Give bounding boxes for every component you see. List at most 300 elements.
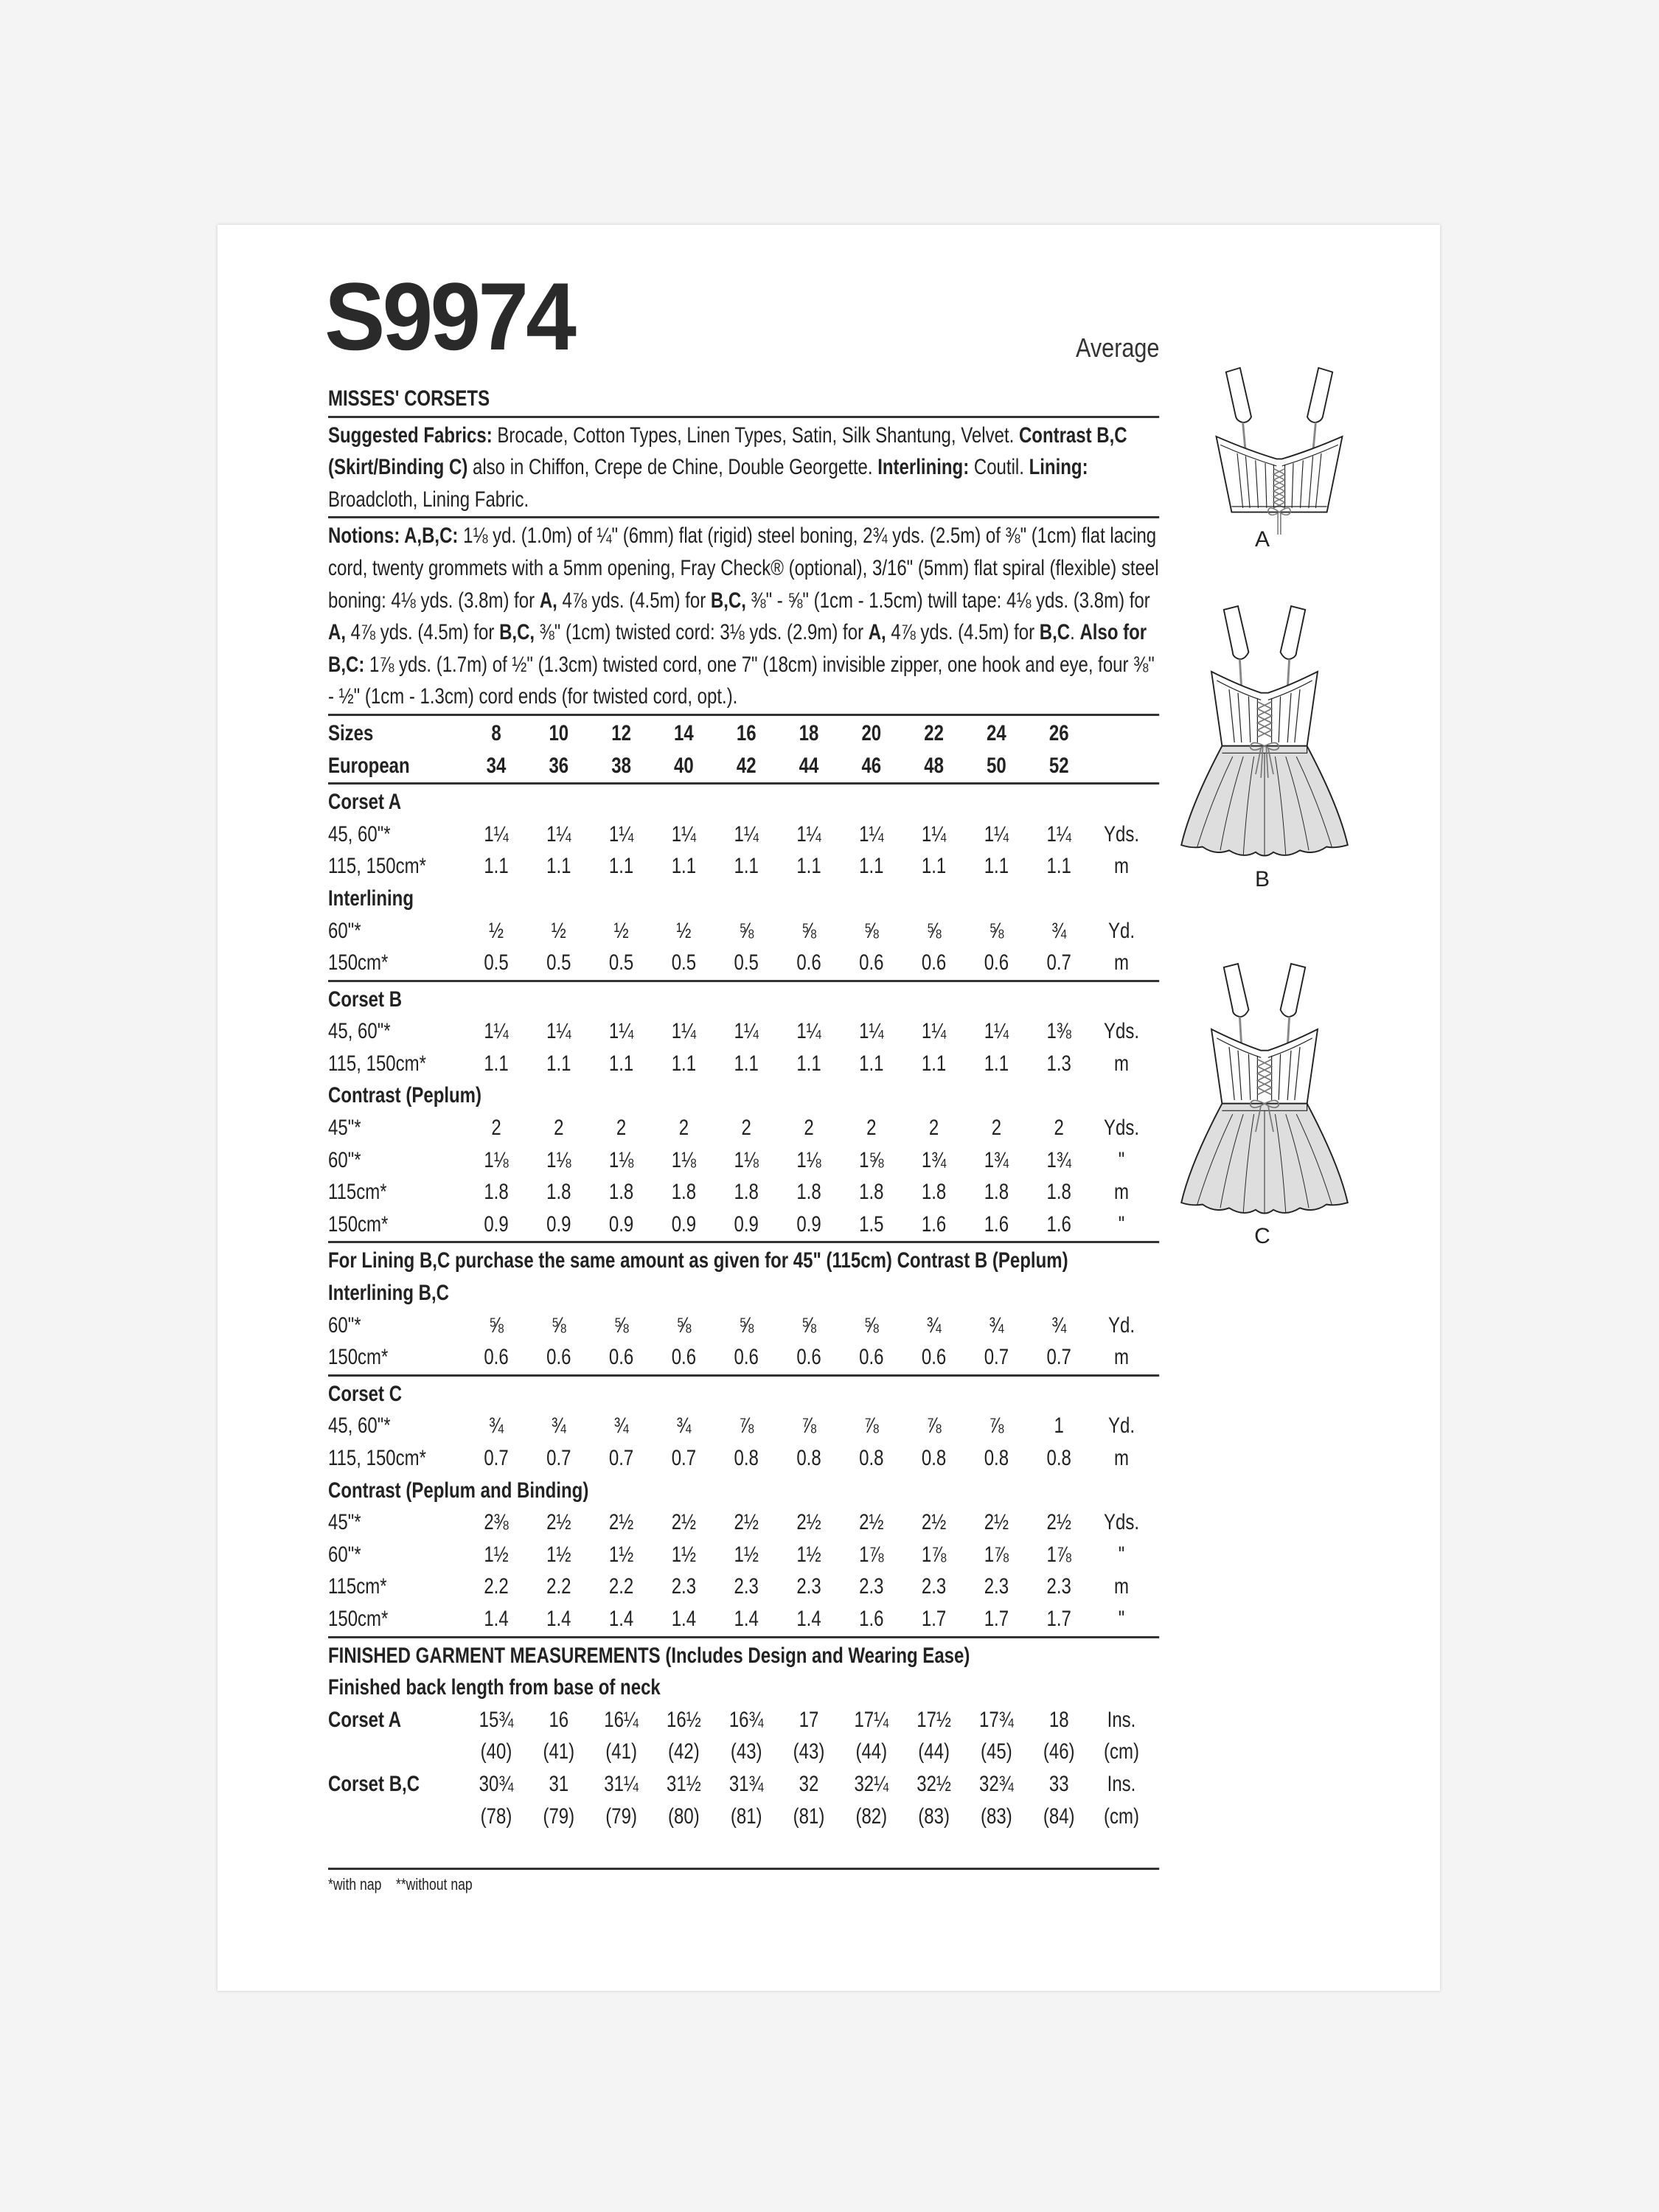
table-row bbox=[328, 1112, 1159, 1144]
table-cell: 0.6 bbox=[796, 950, 821, 975]
section-heading-text: FINISHED GARMENT MEASUREMENTS bbox=[328, 1643, 661, 1668]
section-heading-text: Corset A bbox=[328, 790, 402, 815]
table-cell: 1¼ bbox=[484, 1019, 509, 1044]
table-cell: (43) bbox=[793, 1739, 825, 1764]
section-heading bbox=[328, 1245, 1159, 1277]
table-cell: 1⅛ bbox=[796, 1147, 821, 1172]
table-row bbox=[328, 1506, 1159, 1539]
table-cell: ½ bbox=[676, 918, 692, 943]
section-heading-text: Finished back length from base of neck bbox=[328, 1675, 661, 1700]
table-cell: 31¼ bbox=[604, 1771, 639, 1796]
table-cell: 1.3 bbox=[1046, 1051, 1071, 1076]
table-row bbox=[328, 1144, 1159, 1177]
table-cell: 18 bbox=[799, 720, 819, 745]
table-cell: 0.6 bbox=[608, 1345, 634, 1370]
section-heading bbox=[328, 786, 1159, 818]
table-cell: 31 bbox=[549, 1771, 569, 1796]
unit-cell: Yd. bbox=[1107, 918, 1135, 943]
text-label-bold: A, bbox=[328, 620, 346, 645]
table-cell: 17¼ bbox=[854, 1707, 889, 1732]
row-label bbox=[328, 1801, 465, 1833]
table-cell: ⅞ bbox=[801, 1413, 817, 1439]
table-cell: ⅝ bbox=[926, 918, 942, 943]
table-cell: 1⅝ bbox=[859, 1147, 884, 1172]
table-row bbox=[328, 1539, 1159, 1571]
table-cell: ⅝ bbox=[551, 1312, 566, 1338]
table-cell: 1.8 bbox=[484, 1180, 509, 1205]
table-cell: 2⅜ bbox=[484, 1510, 509, 1535]
row-label: Sizes bbox=[328, 720, 374, 745]
table-row bbox=[328, 1310, 1159, 1342]
table-cell: 0.6 bbox=[734, 1345, 759, 1370]
table-cell: 1.1 bbox=[921, 1051, 947, 1076]
unit-cell: m bbox=[1114, 1180, 1129, 1205]
table-cell: ⅞ bbox=[989, 1413, 1004, 1439]
table-cell: (84) bbox=[1043, 1804, 1075, 1829]
table-cell: 1.1 bbox=[671, 854, 697, 879]
table-cell: 1.4 bbox=[608, 1606, 634, 1631]
unit-cell: " bbox=[1118, 1147, 1125, 1172]
table-cell: 1.8 bbox=[671, 1180, 697, 1205]
table-cell: 2½ bbox=[608, 1510, 634, 1535]
table-cell: 2½ bbox=[921, 1510, 947, 1535]
table-cell: 2½ bbox=[984, 1510, 1009, 1535]
table-cell: 2 bbox=[678, 1116, 689, 1141]
table-cell: (82) bbox=[855, 1804, 888, 1829]
table-cell: (45) bbox=[981, 1739, 1012, 1764]
table-cell: ¾ bbox=[551, 1413, 566, 1439]
table-cell: 1.1 bbox=[796, 1051, 821, 1076]
unit-cell: Yd. bbox=[1107, 1413, 1135, 1439]
table-cell: 0.7 bbox=[608, 1446, 634, 1470]
table-cell: 1.1 bbox=[859, 1051, 884, 1076]
table-cell: 1.8 bbox=[984, 1180, 1009, 1205]
table-cell: 1.1 bbox=[484, 1051, 509, 1076]
view-c-label: C bbox=[1254, 1224, 1270, 1248]
table-cell: 1¼ bbox=[984, 1019, 1009, 1044]
table-cell: 1¼ bbox=[671, 821, 697, 846]
unit-cell: m bbox=[1114, 1574, 1129, 1599]
section-heading-text: Interlining B,C bbox=[328, 1281, 449, 1306]
text-segment: 1⅞ yds. (1.7m) of ½" (1.3cm) twisted cord, one 7" (18cm) invisible zipper, one hook and eye, four ⅜" - ½" (1cm - 1.3cm) cord ends (for twisted cord, opt.). bbox=[328, 652, 1155, 709]
table-cell: ¾ bbox=[613, 1413, 629, 1439]
table-cell: 0.6 bbox=[546, 1345, 571, 1370]
table-cell: 16¾ bbox=[728, 1707, 764, 1732]
table-cell: 1.1 bbox=[984, 854, 1009, 879]
table-cell: 44 bbox=[799, 753, 819, 778]
table-cell: 1.4 bbox=[796, 1606, 821, 1631]
text-segment: 4⅞ yds. (4.5m) for bbox=[886, 620, 1040, 645]
section-heading-subtext: (Includes Design and Wearing Ease) bbox=[660, 1643, 970, 1668]
table-cell: 17¾ bbox=[979, 1707, 1014, 1732]
row-label: Corset B,C bbox=[328, 1771, 420, 1796]
table-cell: 1.1 bbox=[608, 1051, 634, 1076]
section-heading-text: Corset B bbox=[328, 987, 403, 1012]
table-cell: 1.1 bbox=[546, 854, 571, 879]
pattern-title: MISSES' CORSETS bbox=[328, 386, 490, 411]
table-cell: (43) bbox=[730, 1739, 762, 1764]
footnotes bbox=[328, 1871, 1159, 1898]
unit-cell: Ins. bbox=[1107, 1771, 1136, 1796]
table-cell: (81) bbox=[793, 1804, 825, 1829]
table-row bbox=[328, 1176, 1159, 1208]
table-cell: 1.4 bbox=[546, 1606, 571, 1631]
table-cell: 0.9 bbox=[671, 1211, 697, 1237]
table-cell: 1¼ bbox=[734, 821, 759, 846]
view-b-corset-dress-illustration bbox=[1176, 597, 1353, 866]
table-cell: ½ bbox=[613, 918, 629, 943]
divider bbox=[328, 1636, 1159, 1638]
table-cell: 1¾ bbox=[921, 1147, 947, 1172]
table-cell: 0.9 bbox=[734, 1211, 759, 1237]
table-row bbox=[328, 1048, 1159, 1080]
table-cell: 1½ bbox=[484, 1542, 509, 1567]
table-cell: 1¼ bbox=[608, 821, 634, 846]
table-cell: 1.1 bbox=[734, 854, 759, 879]
table-cell: 1.8 bbox=[1046, 1180, 1071, 1205]
table-cell: 0.9 bbox=[546, 1211, 571, 1237]
table-cell: 2.3 bbox=[796, 1574, 821, 1599]
table-cell: 0.6 bbox=[921, 950, 947, 975]
table-row bbox=[328, 1442, 1159, 1475]
row-label: 45, 60"* bbox=[328, 821, 391, 846]
table-cell: 16¼ bbox=[604, 1707, 639, 1732]
table-cell: 42 bbox=[736, 753, 757, 778]
row-label: 60"* bbox=[328, 1542, 361, 1567]
table-cell: 1.7 bbox=[921, 1606, 947, 1631]
text-segment: 1⅛ yd. (1.0m) of ¼" (6mm) flat (rigid) steel boning, 2¾ yds. (2.5m) of ⅜" (1cm) flat lacing cord, twenty grommets with a 5mm opening, Fray Check® (optional), 3/16" (5mm) flat spiral (flexible) steel boning: 4⅛ yds. (3.8m) for bbox=[328, 524, 1159, 613]
difficulty-level: Average bbox=[1075, 333, 1159, 363]
table-cell: 2½ bbox=[859, 1510, 884, 1535]
table-cell: (80) bbox=[668, 1804, 700, 1829]
table-cell: 32¾ bbox=[979, 1771, 1014, 1796]
table-cell: 2½ bbox=[796, 1510, 821, 1535]
table-row bbox=[328, 1704, 1159, 1736]
divider bbox=[328, 1868, 1159, 1870]
text-segment: 4⅞ yds. (4.5m) for bbox=[557, 588, 711, 613]
table-cell: 1.8 bbox=[546, 1180, 571, 1205]
table-cell: 38 bbox=[611, 753, 631, 778]
table-cell: 1.1 bbox=[484, 854, 509, 879]
section-heading-text: Interlining bbox=[328, 886, 414, 911]
table-cell: 40 bbox=[674, 753, 694, 778]
table-cell: ⅞ bbox=[926, 1413, 942, 1439]
table-cell: 2.2 bbox=[546, 1574, 571, 1599]
table-cell: 1¼ bbox=[608, 1019, 634, 1044]
table-cell: 2 bbox=[554, 1116, 564, 1141]
table-cell: 2.3 bbox=[921, 1574, 947, 1599]
table-cell: 1⅛ bbox=[734, 1147, 759, 1172]
table-cell: ¾ bbox=[989, 1312, 1004, 1338]
table-cell: 1.7 bbox=[1046, 1606, 1071, 1631]
row-label: 150cm* bbox=[328, 1211, 389, 1237]
table-cell: 1¼ bbox=[796, 1019, 821, 1044]
table-cell: 1.8 bbox=[796, 1180, 821, 1205]
table-cell: 0.9 bbox=[796, 1211, 821, 1237]
table-cell: 0.6 bbox=[484, 1345, 509, 1370]
table-cell: ¾ bbox=[488, 1413, 504, 1439]
table-cell: 1¼ bbox=[921, 1019, 947, 1044]
text-segment: ⅜" (1cm) twisted cord: 3⅛ yds. (2.9m) for bbox=[535, 620, 869, 645]
table-cell: 1⅛ bbox=[671, 1147, 697, 1172]
table-cell: ¾ bbox=[1051, 918, 1067, 943]
table-cell: ½ bbox=[551, 918, 566, 943]
table-cell: 1.6 bbox=[984, 1211, 1009, 1237]
table-cell: 1¾ bbox=[1046, 1147, 1071, 1172]
table-cell: 8 bbox=[491, 720, 501, 745]
table-cell: 24 bbox=[987, 720, 1006, 745]
table-cell: 32¼ bbox=[854, 1771, 889, 1796]
text-label-bold: Lining: bbox=[1029, 455, 1088, 480]
table-cell: (41) bbox=[605, 1739, 637, 1764]
table-cell: 1.4 bbox=[734, 1606, 759, 1631]
table-cell: 17½ bbox=[917, 1707, 951, 1732]
table-row bbox=[328, 1768, 1159, 1801]
table-cell: ⅝ bbox=[676, 1312, 692, 1338]
text-label-bold: B,C, bbox=[499, 620, 535, 645]
table-cell: 0.5 bbox=[671, 950, 697, 975]
table-cell: 0.8 bbox=[984, 1446, 1009, 1470]
table-cell: 0.8 bbox=[859, 1446, 884, 1470]
table-cell: 1.8 bbox=[608, 1180, 634, 1205]
table-cell: ⅝ bbox=[801, 918, 817, 943]
divider bbox=[328, 516, 1159, 518]
table-cell: 0.7 bbox=[671, 1446, 697, 1470]
divider bbox=[328, 980, 1159, 982]
table-cell: (41) bbox=[543, 1739, 575, 1764]
row-label: 45"* bbox=[328, 1510, 361, 1535]
row-label: 115, 150cm* bbox=[328, 1051, 426, 1076]
table-cell: 1⅞ bbox=[1046, 1542, 1071, 1567]
row-label: 150cm* bbox=[328, 1345, 389, 1370]
table-cell: 2½ bbox=[734, 1510, 759, 1535]
table-cell: 1.1 bbox=[671, 1051, 697, 1076]
table-cell: 2.2 bbox=[608, 1574, 634, 1599]
row-label: 45, 60"* bbox=[328, 1413, 391, 1439]
text-segment: 4⅞ yds. (4.5m) for bbox=[346, 620, 500, 645]
table-cell: 1¼ bbox=[859, 1019, 884, 1044]
table-cell: (78) bbox=[480, 1804, 512, 1829]
unit-cell: Yds. bbox=[1103, 1019, 1140, 1044]
table-cell: 1.1 bbox=[546, 1051, 571, 1076]
table-cell: 1.1 bbox=[608, 854, 634, 879]
table-cell: 31¾ bbox=[728, 1771, 764, 1796]
table-cell: 1¼ bbox=[671, 1019, 697, 1044]
table-cell: 1⅜ bbox=[1046, 1019, 1071, 1044]
section-heading bbox=[328, 1378, 1159, 1411]
table-cell: 0.5 bbox=[546, 950, 571, 975]
text-label-bold: Interlining: bbox=[877, 455, 970, 480]
table-cell: 34 bbox=[486, 753, 507, 778]
table-cell: (83) bbox=[918, 1804, 950, 1829]
table-cell: 46 bbox=[861, 753, 882, 778]
view-a-label: A bbox=[1254, 527, 1270, 552]
row-label: 115cm* bbox=[328, 1180, 387, 1205]
table-cell: 50 bbox=[987, 753, 1006, 778]
table-cell: 26 bbox=[1048, 720, 1069, 745]
table-cell: 1.7 bbox=[984, 1606, 1009, 1631]
table-cell: 1½ bbox=[734, 1542, 759, 1567]
table-cell: 52 bbox=[1048, 753, 1069, 778]
footnote-without-nap: **without nap bbox=[395, 1875, 473, 1894]
unit-cell: Yds. bbox=[1103, 1510, 1140, 1535]
section-heading bbox=[328, 1277, 1159, 1310]
row-label: Corset A bbox=[328, 1707, 402, 1732]
table-cell: 2 bbox=[616, 1116, 627, 1141]
table-cell: 2 bbox=[991, 1116, 1002, 1141]
section-heading bbox=[328, 1640, 1159, 1672]
row-label: 115cm* bbox=[328, 1574, 387, 1599]
text-segment: Broadcloth, Lining Fabric. bbox=[328, 487, 529, 512]
table-cell: 1⅛ bbox=[546, 1147, 571, 1172]
table-cell: 1⅞ bbox=[859, 1542, 884, 1567]
unit-cell: " bbox=[1118, 1542, 1125, 1567]
table-cell: 1.5 bbox=[859, 1211, 884, 1237]
table-cell: 0.7 bbox=[1046, 1345, 1071, 1370]
table-cell: 1.1 bbox=[796, 854, 821, 879]
text-label-bold: A, bbox=[539, 588, 557, 613]
table-cell: 20 bbox=[861, 720, 882, 745]
table-cell: 1½ bbox=[796, 1542, 821, 1567]
unit-cell: (cm) bbox=[1104, 1804, 1139, 1829]
table-cell: (81) bbox=[730, 1804, 762, 1829]
row-label: 150cm* bbox=[328, 950, 389, 975]
table-cell: (46) bbox=[1043, 1739, 1075, 1764]
table-cell: (44) bbox=[855, 1739, 888, 1764]
section-heading bbox=[328, 1079, 1159, 1112]
table-cell: 0.5 bbox=[608, 950, 634, 975]
table-row bbox=[328, 818, 1159, 851]
table-cell: 0.7 bbox=[484, 1446, 509, 1470]
section-heading-text: Corset C bbox=[328, 1381, 403, 1406]
table-row bbox=[328, 750, 1159, 782]
table-cell: 1 bbox=[1054, 1413, 1064, 1439]
table-cell: 2.3 bbox=[859, 1574, 884, 1599]
unit-cell: m bbox=[1114, 950, 1129, 975]
table-cell: 1.6 bbox=[1046, 1211, 1071, 1237]
table-row bbox=[328, 1571, 1159, 1603]
table-row bbox=[328, 1736, 1159, 1768]
table-cell: ⅞ bbox=[739, 1413, 754, 1439]
row-label: 60"* bbox=[328, 1147, 361, 1172]
table-cell: 1¼ bbox=[546, 1019, 571, 1044]
divider bbox=[328, 1374, 1159, 1377]
table-row bbox=[328, 1015, 1159, 1048]
text-segment: also in Chiffon, Crepe de Chine, Double Georgette. bbox=[467, 455, 878, 480]
table-cell: ⅝ bbox=[739, 918, 754, 943]
table-cell: 0.6 bbox=[796, 1345, 821, 1370]
table-cell: (42) bbox=[668, 1739, 700, 1764]
table-cell: 1¼ bbox=[484, 821, 509, 846]
table-cell: 0.9 bbox=[484, 1211, 509, 1237]
table-cell: 2 bbox=[491, 1116, 501, 1141]
table-cell: 1¼ bbox=[984, 821, 1009, 846]
table-cell: 1¼ bbox=[734, 1019, 759, 1044]
table-cell: 18 bbox=[1048, 1707, 1069, 1732]
text-segment: ⅜" - ⅝" (1cm - 1.5cm) twill tape: 4⅛ yds. (3.8m) for bbox=[745, 588, 1150, 613]
table-cell: ¾ bbox=[926, 1312, 942, 1338]
table-cell: 0.7 bbox=[546, 1446, 571, 1470]
unit-cell: (cm) bbox=[1104, 1739, 1139, 1764]
table-row bbox=[328, 1410, 1159, 1442]
table-cell: 16 bbox=[549, 1707, 569, 1732]
section-heading-text: Contrast (Peplum) bbox=[328, 1083, 482, 1108]
section-heading bbox=[328, 883, 1159, 915]
row-label: 115, 150cm* bbox=[328, 1446, 426, 1470]
table-cell: ⅝ bbox=[989, 918, 1004, 943]
text-label-bold: Contrast B,C (Skirt/Binding C) bbox=[328, 422, 1127, 480]
table-cell: 1¼ bbox=[921, 821, 947, 846]
table-row bbox=[328, 947, 1159, 979]
table-cell: 10 bbox=[549, 720, 569, 745]
row-label: 115, 150cm* bbox=[328, 854, 426, 879]
table-cell: ¾ bbox=[1051, 1312, 1067, 1338]
table-cell: 1⅛ bbox=[608, 1147, 634, 1172]
text-label-bold: A, bbox=[868, 620, 886, 645]
row-label: European bbox=[328, 753, 410, 778]
table-cell: 1.4 bbox=[484, 1606, 509, 1631]
table-cell: 0.5 bbox=[734, 950, 759, 975]
table-cell: 1⅞ bbox=[984, 1542, 1009, 1567]
text-label-bold: Also for B,C: bbox=[328, 620, 1147, 677]
section-heading bbox=[328, 1475, 1159, 1507]
table-cell: 36 bbox=[549, 753, 569, 778]
table-cell: 1½ bbox=[546, 1542, 571, 1567]
table-cell: ⅝ bbox=[863, 1312, 879, 1338]
table-cell: ⅝ bbox=[801, 1312, 817, 1338]
text-label-bold: B,C, bbox=[710, 588, 746, 613]
divider bbox=[328, 714, 1159, 716]
table-cell: 1¼ bbox=[859, 821, 884, 846]
table-cell: 2 bbox=[741, 1116, 751, 1141]
unit-cell: " bbox=[1118, 1211, 1125, 1237]
pattern-info-column bbox=[328, 383, 1159, 1898]
table-cell: 1¼ bbox=[546, 821, 571, 846]
unit-cell: Ins. bbox=[1107, 1707, 1136, 1732]
table-cell: ¾ bbox=[676, 1413, 692, 1439]
table-cell: 1¼ bbox=[796, 821, 821, 846]
table-cell: 1.8 bbox=[734, 1180, 759, 1205]
section-heading bbox=[328, 984, 1159, 1016]
table-cell: 1⅛ bbox=[484, 1147, 509, 1172]
table-cell: 32 bbox=[799, 1771, 819, 1796]
table-cell: (79) bbox=[605, 1804, 637, 1829]
table-cell: 2 bbox=[1054, 1116, 1064, 1141]
table-cell: 1¼ bbox=[1046, 821, 1071, 846]
table-cell: 0.8 bbox=[734, 1446, 759, 1470]
table-cell: (79) bbox=[543, 1804, 575, 1829]
table-row bbox=[328, 1603, 1159, 1635]
divider bbox=[328, 1241, 1159, 1243]
table-cell: 0.9 bbox=[608, 1211, 634, 1237]
table-cell: 0.6 bbox=[984, 950, 1009, 975]
table-cell: (44) bbox=[918, 1739, 950, 1764]
table-cell: 0.6 bbox=[859, 1345, 884, 1370]
table-cell: ⅝ bbox=[863, 918, 879, 943]
table-cell: 0.6 bbox=[921, 1345, 947, 1370]
divider bbox=[328, 416, 1159, 418]
section-heading bbox=[328, 1672, 1159, 1704]
unit-cell bbox=[1091, 717, 1153, 750]
table-cell: 1.8 bbox=[859, 1180, 884, 1205]
table-cell: 15¾ bbox=[479, 1707, 514, 1732]
table-row bbox=[328, 850, 1159, 883]
table-cell: (40) bbox=[480, 1739, 512, 1764]
table-row bbox=[328, 717, 1159, 750]
table-cell: 14 bbox=[674, 720, 694, 745]
table-cell: 1.4 bbox=[671, 1606, 697, 1631]
table-cell: 2.3 bbox=[1046, 1574, 1071, 1599]
